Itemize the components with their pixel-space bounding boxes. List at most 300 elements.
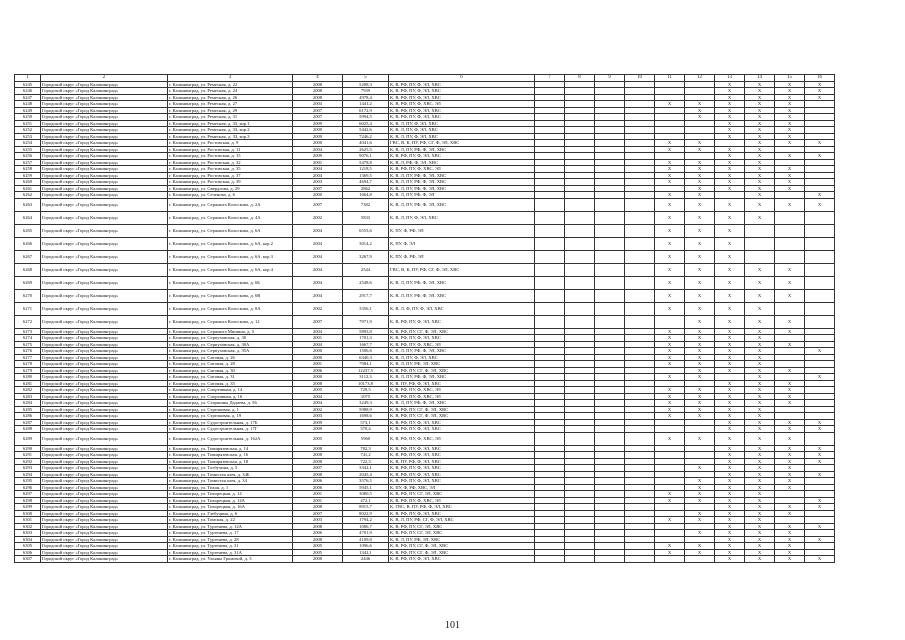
mark-cell: Х (775, 387, 805, 394)
works-list-cell: К, В, РФ, ПУ, Ф, ЭЛ, ХВС (389, 315, 535, 328)
mark-cell: Х (775, 471, 805, 478)
row-number-cell: 6282 (15, 387, 41, 394)
mark-cell: Х (775, 510, 805, 517)
mark-cell: Х (805, 198, 835, 211)
year-cell: 2007 (293, 114, 343, 121)
works-list-cell: К, В, РФ, ПУ, Ф, ЭЛ, ХВС (389, 88, 535, 95)
municipality-cell: Городской округ «Город Калининград» (41, 289, 168, 302)
works-list-cell: К, В, РФ, ПУ, Ф, ЭЛ, ХВС (389, 471, 535, 478)
mark-cell: Х (715, 432, 745, 445)
year-cell: 2006 (293, 367, 343, 374)
mark-cell: Х (745, 94, 775, 101)
row-number-cell: 6269 (15, 276, 41, 289)
year-cell: 2007 (293, 465, 343, 472)
row-number-cell: 6300 (15, 510, 41, 517)
mark-cell (805, 211, 835, 224)
mark-cell: Х (745, 140, 775, 147)
area-cell: 3112,3 (343, 374, 389, 381)
row-number-cell: 6285 (15, 406, 41, 413)
mark-cell: Х (715, 146, 745, 153)
mark-cell (565, 198, 595, 211)
row-number-cell: 6296 (15, 484, 41, 491)
area-cell: 2548,6 (343, 276, 389, 289)
address-cell: г. Калининград, ул. Сиговая, д. 26 (168, 354, 293, 361)
year-cell: 2008 (293, 88, 343, 95)
row-number-cell: 6264 (15, 211, 41, 224)
mark-cell: Х (715, 315, 745, 328)
mark-cell: Х (715, 153, 745, 160)
row-number-cell: 6249 (15, 107, 41, 114)
area-cell: 8915,7 (343, 504, 389, 511)
mark-cell: Х (775, 94, 805, 101)
row-number-cell: 6258 (15, 166, 41, 173)
row-number-cell: 6302 (15, 523, 41, 530)
mark-cell (805, 315, 835, 328)
mark-cell: Х (685, 510, 715, 517)
mark-cell: Х (655, 146, 685, 153)
year-cell: 2008 (293, 380, 343, 387)
mark-cell: Х (775, 166, 805, 173)
mark-cell: Х (745, 198, 775, 211)
row-number-cell: 6298 (15, 497, 41, 504)
mark-cell: Х (775, 380, 805, 387)
municipality-cell: Городской округ «Город Калининград» (41, 426, 168, 433)
mark-cell: Х (655, 432, 685, 445)
mark-cell (805, 289, 835, 302)
mark-cell: Х (715, 406, 745, 413)
row-number-cell: 6288 (15, 426, 41, 433)
row-number-cell: 6266 (15, 237, 41, 250)
area-cell: 5988,9 (343, 406, 389, 413)
mark-cell: Х (775, 263, 805, 276)
mark-cell: Х (775, 400, 805, 407)
mark-cell: Х (655, 491, 685, 498)
row-number-cell: 6276 (15, 348, 41, 355)
works-list-cell: К, В, Л, ПУ, Ф, ЭЛ, ХВС (389, 133, 535, 140)
row-number-cell: 6257 (15, 159, 41, 166)
mark-cell: Х (775, 393, 805, 400)
mark-cell: Х (655, 166, 685, 173)
mark-cell: Х (745, 185, 775, 192)
mark-cell: Х (775, 478, 805, 485)
mark-cell: Х (685, 328, 715, 335)
municipality-cell: Городской округ «Город Калининград» (41, 530, 168, 537)
mark-cell: Х (745, 413, 775, 420)
works-list-cell: К, В, Л, ПУ, РФ, Ф, ЭЛ, ХВС (389, 400, 535, 407)
mark-cell: Х (715, 491, 745, 498)
address-cell: г. Калининград, ул. Тургенева, д. 28 (168, 536, 293, 543)
year-cell: 2001 (293, 159, 343, 166)
mark-cell: Х (685, 517, 715, 524)
municipality-cell: Городской округ «Город Калининград» (41, 172, 168, 179)
mark-cell: Х (685, 549, 715, 556)
works-list-cell: К, В, Л, ПУ, Ф, ЭЛ, ХВС (389, 354, 535, 361)
mark-cell: Х (685, 198, 715, 211)
mark-cell (565, 556, 595, 563)
mark-cell: Х (775, 465, 805, 472)
works-list-cell: К, В, РФ, ПУ, СГ, Ф, ЭЛ, ХВС (389, 549, 535, 556)
mark-cell: Х (775, 81, 805, 88)
mark-cell: Х (775, 426, 805, 433)
address-cell: г. Калининград, ул. Свердлова, д. 29 (168, 185, 293, 192)
year-cell: 2004 (293, 146, 343, 153)
mark-cell (625, 276, 655, 289)
row-number-cell: 6267 (15, 250, 41, 263)
mark-cell: Х (805, 458, 835, 465)
table-row (15, 432, 835, 445)
mark-cell: Х (715, 114, 745, 121)
address-cell: г. Калининград, ул. Сиговая, д. 28 (168, 361, 293, 368)
mark-cell (625, 556, 655, 563)
area-cell: 4978,4 (343, 94, 389, 101)
address-cell: г. Калининград, ул. Ростовская, д. 11 (168, 146, 293, 153)
mark-cell (565, 224, 595, 237)
address-cell: г. Калининград, ул. Тихая, д. 1 (168, 484, 293, 491)
mark-cell (565, 315, 595, 328)
area-cell: 3267,9 (343, 250, 389, 263)
mark-cell: Х (685, 465, 715, 472)
area-cell: 4701,9 (343, 530, 389, 537)
year-cell: 2004 (293, 393, 343, 400)
table-row (15, 556, 835, 563)
mark-cell: Х (745, 426, 775, 433)
mark-cell: Х (805, 153, 835, 160)
mark-cell: Х (715, 504, 745, 511)
mark-cell: Х (775, 101, 805, 108)
area-cell: 3356,1 (343, 302, 389, 315)
row-number-cell: 6299 (15, 504, 41, 511)
year-cell: 2006 (293, 484, 343, 491)
works-list-cell: К, В, РФ, ПУ, Ф, ЭЛ, ХВС (389, 426, 535, 433)
mark-cell: Х (745, 367, 775, 374)
mark-cell: Х (655, 387, 685, 394)
year-cell: 2005 (293, 543, 343, 550)
year-cell: 2008 (293, 523, 343, 530)
works-list-cell: К, В, РФ, ПУ, Ф, ЭЛ, ХВС (389, 452, 535, 459)
year-cell: 2008 (293, 504, 343, 511)
row-number-cell: 6275 (15, 341, 41, 348)
mark-cell: Х (745, 127, 775, 134)
mark-cell: Х (745, 380, 775, 387)
year-cell: 2009 (293, 153, 343, 160)
mark-cell: Х (715, 302, 745, 315)
mark-cell: Х (775, 114, 805, 121)
works-list-cell: К, В, Л, ПУ, РФ, Ф, ЭЛ, ХВС (389, 185, 535, 192)
mark-cell: Х (685, 491, 715, 498)
mark-cell: Х (745, 146, 775, 153)
area-cell: 573,1 (343, 419, 389, 426)
mark-cell: Х (745, 348, 775, 355)
mark-cell: Х (715, 510, 745, 517)
address-cell: г. Калининград, ул. Сеченова, д. 6 (168, 192, 293, 199)
row-number-cell: 6307 (15, 556, 41, 563)
mark-cell: Х (715, 348, 745, 355)
mark-cell (805, 263, 835, 276)
mark-cell: Х (685, 393, 715, 400)
column-header: 12 (685, 75, 715, 82)
mark-cell: Х (775, 504, 805, 511)
mark-cell (535, 289, 565, 302)
mark-cell: Х (745, 387, 775, 394)
address-cell: г. Калининград, ул. Ремесная, д. 29 (168, 107, 293, 114)
municipality-cell: Городской округ «Город Калининград» (41, 497, 168, 504)
municipality-cell: Городской округ «Город Калининград» (41, 374, 168, 381)
address-cell: г. Калининград, ул. Тихорецкая, д. 14 (168, 491, 293, 498)
address-cell: г. Калининград, ул. Ростовская, д. 39 (168, 179, 293, 186)
mark-cell: Х (685, 406, 715, 413)
works-list-cell: К, В, Л, ПУ, РФ, ЭЛ, ХВС (389, 536, 535, 543)
area-cell: 6340,3 (343, 354, 389, 361)
column-header: 13 (715, 75, 745, 82)
mark-cell: Х (655, 237, 685, 250)
mark-cell: Х (655, 159, 685, 166)
area-cell: 1096,6 (343, 543, 389, 550)
year-cell: 2004 (293, 224, 343, 237)
address-cell: г. Калининград, ул. Томистая алея, д. 34Б (168, 471, 293, 478)
address-cell: г. Калининград, ул. Судостроительная, д. 162А (168, 432, 293, 445)
address-cell: г. Калининград, ул. Серпуховская, д. 30А (168, 341, 293, 348)
mark-cell: Х (745, 341, 775, 348)
area-cell: 4109,8 (343, 536, 389, 543)
row-number-cell: 6268 (15, 263, 41, 276)
mark-cell: Х (745, 491, 775, 498)
mark-cell: Х (655, 348, 685, 355)
mark-cell: Х (715, 387, 745, 394)
municipality-cell: Городской округ «Город Калининград» (41, 335, 168, 342)
mark-cell: Х (775, 88, 805, 95)
mark-cell (565, 250, 595, 263)
works-list-cell: К, ГВС, В, ПУ, РФ, Ф, ЭЛ, ХВС (389, 504, 535, 511)
mark-cell (775, 302, 805, 315)
address-cell: г. Калининград, ул. Глебуцина, д. 6 (168, 510, 293, 517)
mark-cell: Х (715, 445, 745, 452)
address-cell: г. Калининград, ул. Сиговая, д. 31 (168, 374, 293, 381)
row-number-cell: 6297 (15, 491, 41, 498)
municipality-cell: Городской округ «Город Калининград» (41, 393, 168, 400)
works-list-cell: К, В, РФ, ПУ, Ф, ЭЛ, ХВС (389, 478, 535, 485)
mark-cell: Х (685, 289, 715, 302)
mark-cell: Х (745, 445, 775, 452)
mark-cell (595, 556, 625, 563)
area-cell: 5945,1 (343, 484, 389, 491)
year-cell: 2002 (293, 406, 343, 413)
document-table (14, 74, 835, 563)
works-list-cell: К, В, РФ, ПУ, СГ, Ф, ЭЛ, ХВС (389, 328, 535, 335)
row-number-cell: 6260 (15, 179, 41, 186)
mark-cell (625, 263, 655, 276)
area-cell: 1701,3 (343, 335, 389, 342)
works-list-cell: К, В, РФ, ПУ, Ф, ЭЛ, ХВС (389, 465, 535, 472)
mark-cell (565, 263, 595, 276)
mark-cell: Х (715, 478, 745, 485)
municipality-cell: Городской округ «Город Калининград» (41, 153, 168, 160)
mark-cell: Х (745, 452, 775, 459)
mark-cell: Х (655, 276, 685, 289)
mark-cell: Х (685, 484, 715, 491)
area-cell: 1086,7 (343, 523, 389, 530)
mark-cell: Х (715, 471, 745, 478)
mark-cell: Х (745, 335, 775, 342)
mark-cell: Х (775, 185, 805, 192)
works-list-cell: К, В, Л, ПУ, РФ, Ф, ЭЛ, ХВС (389, 276, 535, 289)
mark-cell: Х (715, 133, 745, 140)
mark-cell (535, 556, 565, 563)
mark-cell: Х (775, 172, 805, 179)
municipality-cell: Городской округ «Город Калининград» (41, 491, 168, 498)
area-cell: 2446 (343, 556, 389, 563)
area-cell: 3014,2 (343, 237, 389, 250)
area-cell: 2862 (343, 185, 389, 192)
mark-cell: Х (685, 315, 715, 328)
area-cell: 6553,6 (343, 224, 389, 237)
mark-cell: Х (655, 406, 685, 413)
works-list-cell: ГВС, В, К, ПУ, РФ, СГ, Ф, ЭЛ, ХВС (389, 140, 535, 147)
mark-cell (625, 237, 655, 250)
address-cell: г. Калининград, ул. Томская, д. 22 (168, 517, 293, 524)
table-row (15, 237, 835, 250)
municipality-cell: Городской округ «Город Калининград» (41, 361, 168, 368)
row-number-cell: 6251 (15, 120, 41, 127)
mark-cell: Х (805, 192, 835, 199)
works-list-cell: К, В, Л, РФ, Ф, ЭЛ, ХВС (389, 159, 535, 166)
address-cell: г. Калининград, ул. Сержанта Колоскова, д. 12 (168, 315, 293, 328)
area-cell: 8022,9 (343, 510, 389, 517)
row-number-cell: 6255 (15, 146, 41, 153)
area-cell: 7246,2 (343, 133, 389, 140)
column-header: 9 (595, 75, 625, 82)
area-cell: 1218,5 (343, 166, 389, 173)
mark-cell: Х (775, 523, 805, 530)
mark-cell: Х (715, 543, 745, 550)
mark-cell: Х (745, 263, 775, 276)
works-list-cell: К, В, РФ, ПУ, Ф, ХВС, ЭЛ (389, 101, 535, 108)
address-cell: г. Калининград, ул. Ростовская, д. 9 (168, 140, 293, 147)
mark-cell: Х (715, 224, 745, 237)
mark-cell: Х (775, 556, 805, 563)
year-cell: 2000 (293, 192, 343, 199)
area-cell: 5960 (343, 432, 389, 445)
mark-cell: Х (655, 302, 685, 315)
row-number-cell: 6295 (15, 478, 41, 485)
mark-cell: Х (715, 120, 745, 127)
mark-cell (535, 315, 565, 328)
municipality-cell: Городской округ «Город Калининград» (41, 536, 168, 543)
mark-cell: Х (775, 367, 805, 374)
mark-cell: Х (685, 374, 715, 381)
area-cell: 1664,8 (343, 192, 389, 199)
mark-cell: Х (685, 276, 715, 289)
table-row (15, 302, 835, 315)
municipality-cell: Городской округ «Город Калининград» (41, 146, 168, 153)
mark-cell: Х (655, 172, 685, 179)
mark-cell (595, 224, 625, 237)
row-number-cell: 6305 (15, 543, 41, 550)
address-cell: г. Калининград, ул. Ремесная, д. 31 (168, 114, 293, 121)
mark-cell (655, 315, 685, 328)
works-list-cell: К, В, РФ, ПУ, Ф, ЭЛ, ХВС (389, 510, 535, 517)
mark-cell: Х (655, 192, 685, 199)
mark-cell: Х (715, 354, 745, 361)
address-cell: г. Калининград, ул. Спортивная, д. 14 (168, 387, 293, 394)
row-number-cell: 6274 (15, 335, 41, 342)
municipality-cell: Городской округ «Город Калининград» (41, 211, 168, 224)
row-number-cell: 6287 (15, 419, 41, 426)
address-cell: г. Калининград, ул. Тургенева, д. 17 (168, 530, 293, 537)
table-row (15, 276, 835, 289)
area-cell: 3342,1 (343, 465, 389, 472)
mark-cell: Х (685, 478, 715, 485)
area-cell: 1667,7 (343, 341, 389, 348)
mark-cell: Х (685, 432, 715, 445)
municipality-cell: Городской округ «Город Калининград» (41, 510, 168, 517)
row-number-cell: 6281 (15, 380, 41, 387)
area-cell: 729,5 (343, 387, 389, 394)
year-cell: 2004 (293, 166, 343, 173)
mark-cell: Х (745, 179, 775, 186)
mark-cell (565, 289, 595, 302)
municipality-cell: Городской округ «Город Калининград» (41, 263, 168, 276)
row-number-cell: 6248 (15, 101, 41, 108)
municipality-cell: Городской округ «Город Калининград» (41, 114, 168, 121)
address-cell: г. Калининград, ул. Ремесная, д. 33, кор.2 (168, 127, 293, 134)
address-cell: г. Калининград, ул. Тимирязевская, д. 14 (168, 445, 293, 452)
address-cell: г. Калининград, ул. Сержанта Колоскова, д. 6А, кор.4 (168, 263, 293, 276)
works-list-cell: К, В, РФ, ПУ, Ф, ЭЛ, ХВС (389, 94, 535, 101)
mark-cell: Х (745, 536, 775, 543)
address-cell: г. Калининград, ул. Сиговая, д. 30 (168, 367, 293, 374)
address-cell: г. Калининград, ул. Ремесная, д. 22 (168, 81, 293, 88)
area-cell: 5208,3 (343, 81, 389, 88)
mark-cell: Х (745, 289, 775, 302)
year-cell: 2008 (293, 452, 343, 459)
row-number-cell: 6291 (15, 452, 41, 459)
area-cell: 4694,7 (343, 179, 389, 186)
works-list-cell: К, В, Л, ПУ, РФ, Ф, ЭЛ (389, 192, 535, 199)
mark-cell: Х (715, 81, 745, 88)
mark-cell: Х (715, 276, 745, 289)
address-cell: г. Калининград, ул. Сержанта Колоскова, д. 8А (168, 302, 293, 315)
mark-cell: Х (655, 140, 685, 147)
address-cell: г. Калининград, ул. Судостроительная, д. 17Г (168, 426, 293, 433)
column-header: 10 (625, 75, 655, 82)
municipality-cell: Городской округ «Город Калининград» (41, 120, 168, 127)
mark-cell: Х (775, 536, 805, 543)
mark-cell (775, 224, 805, 237)
mark-cell: Х (715, 452, 745, 459)
mark-cell: Х (655, 400, 685, 407)
mark-cell: Х (745, 556, 775, 563)
area-cell: 12237,5 (343, 367, 389, 374)
year-cell: 2009 (293, 120, 343, 127)
works-list-cell: К, В, РФ, ПУ, Ф, ЭЛ, ХВС (389, 114, 535, 121)
mark-cell (625, 302, 655, 315)
mark-cell: Х (745, 315, 775, 328)
year-cell: 2007 (293, 185, 343, 192)
mark-cell (775, 237, 805, 250)
mark-cell (565, 211, 595, 224)
row-number-cell: 6292 (15, 458, 41, 465)
mark-cell: Х (685, 530, 715, 537)
area-cell: 1794,2 (343, 517, 389, 524)
municipality-cell: Городской округ «Город Калининград» (41, 224, 168, 237)
address-cell: г. Калининград, ул. Тихорецкая, д. 16А (168, 504, 293, 511)
works-list-cell: К, В, РФ, ПУ, СГ, Ф, ЭЛ, ХВС (389, 367, 535, 374)
mark-cell (595, 276, 625, 289)
mark-cell: Х (775, 543, 805, 550)
mark-cell: Х (715, 107, 745, 114)
mark-cell: Х (715, 159, 745, 166)
municipality-cell: Городской округ «Город Калининград» (41, 133, 168, 140)
